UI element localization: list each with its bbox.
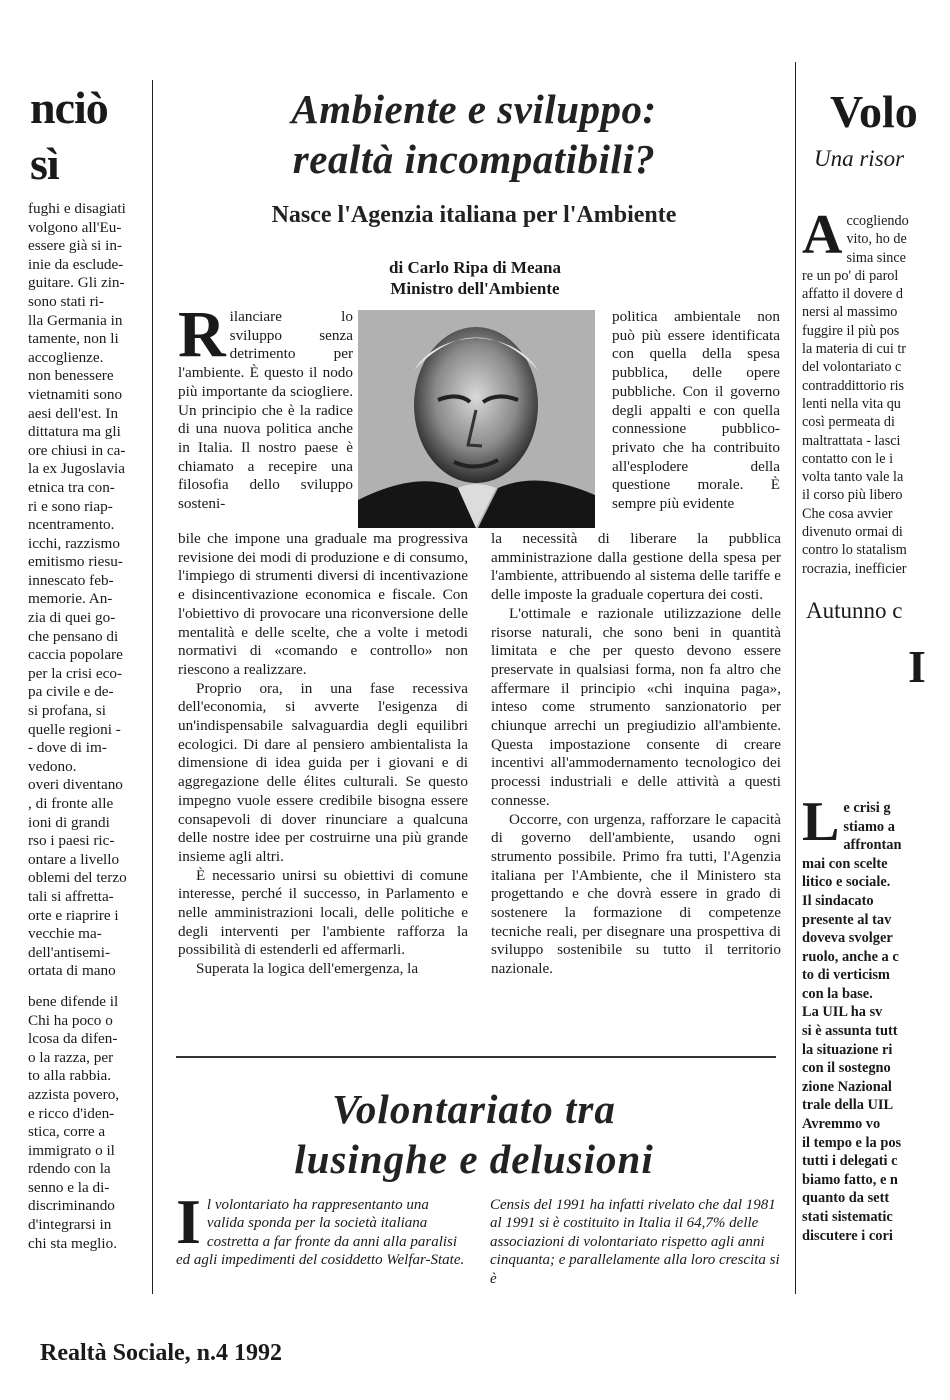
text-line: ri e sono riap-: [28, 497, 113, 515]
text-line: icchi, razzismo: [28, 534, 120, 552]
text-line: discutere i cori: [802, 1227, 893, 1244]
text-line: to alla rabbia.: [28, 1067, 112, 1085]
text-line: - dove di im-: [28, 739, 107, 757]
left-headline: [30, 80, 152, 192]
volontariato-col-b-text: Censis del 1991 ha infatti rivelato che dal 1981 al 1991 si è costituito in Italia il 64,7% delle associazioni di volontariato rispetto agli anni cinquanta; e parallelamente alla loro crescita si è: [490, 1197, 780, 1287]
article-subtitle: Nasce l'Agenzia italiana per l'Ambiente: [271, 202, 677, 228]
right-column-text-2: [802, 790, 923, 1245]
text-line: Chi ha poco o: [28, 1011, 113, 1029]
text-line: caccia popolare: [28, 646, 123, 664]
right-lines-2: [802, 790, 923, 1245]
text-line: quanto da sett: [802, 1190, 890, 1207]
text-line: lla Germania in: [28, 311, 123, 329]
text-line: litico e sociale.: [802, 874, 891, 891]
text-line: il corso più libero: [802, 487, 903, 504]
byline-role: Ministro dell'Ambiente: [390, 279, 560, 298]
text-line: divenuto ormai di: [802, 524, 903, 541]
text-line: la ex Jugoslavia: [28, 460, 126, 478]
right-big-letter: I: [908, 640, 926, 692]
article-column-b: [491, 530, 781, 979]
right-section-heading: Autunno c: [806, 597, 903, 623]
text-line: ncentramento.: [28, 516, 115, 534]
text-line: la materia di cui tr: [802, 341, 906, 358]
text-line: stica, corre a: [28, 1123, 106, 1141]
paragraph: È necessario unirsi su obiettivi di comune interesse, perché il successo, in Parlamento e nelle amministrazioni locali, delle politiche e degli interventi per l'ambiente rafforza la possibilità di estenderli ed affermarli.: [178, 866, 468, 959]
text-line: contatto con le i: [802, 450, 894, 467]
text-line: la situazione ri: [802, 1041, 893, 1058]
text-line: ioni di grandi: [28, 813, 110, 831]
text-line: dell'antisemi-: [28, 943, 111, 961]
main-article: [160, 62, 788, 1294]
text-line: pa civile e de-: [28, 683, 114, 701]
text-line: tali si affretta-: [28, 887, 114, 905]
text-line: to di verticism: [802, 967, 890, 984]
publication-caption: Realtà Sociale, n.4 1992: [40, 1340, 282, 1366]
text-line: stati sistematic: [802, 1209, 893, 1225]
paragraph: L'ottimale e razionale utilizzazione delle risorse naturali, che sono beni in quantità limitata e che per questo devono essere preservate in qualsiasi forma, non fa altro che affermare il principio «chi inquina paga», inteso come strumento sanzionatorio per chiunque arrechi un pregiudizio all'ambiente. Questa impostazione consente di creare incentivi all'ammodernamento tecnologico dei processi industriali e delle attività a questi connesse.: [491, 604, 781, 809]
text-line: affrontan: [843, 837, 902, 854]
text-line: vietnamiti sono: [28, 385, 123, 403]
left-headline-line: nciò: [30, 82, 108, 133]
text-line: Avremmo vo: [802, 1116, 881, 1133]
text-line: [28, 981, 152, 993]
article-title-line1: Ambiente e sviluppo:: [291, 86, 657, 132]
text-line: quelle regioni -: [28, 720, 121, 738]
right-column-text-1: [802, 204, 923, 578]
text-line: azzista povero,: [28, 1085, 120, 1103]
text-line: sono stati ri-: [28, 292, 104, 310]
text-line: d'integrarsi in: [28, 1216, 112, 1234]
text-line: così permeata di: [802, 414, 895, 431]
byline-author: di Carlo Ripa di Meana: [389, 258, 561, 277]
text-line: oblemi del terzo: [28, 869, 127, 887]
text-line: ruolo, anche a c: [802, 948, 899, 965]
article-column-a: [178, 298, 353, 514]
text-line: rocrazia, inefficier: [802, 560, 907, 577]
text-line: immigrato o il: [28, 1141, 115, 1159]
article-column-wide: [178, 530, 468, 979]
text-line: contraddittorio ris: [802, 377, 905, 394]
portrait-image: [358, 310, 595, 528]
text-line: rdendo con la: [28, 1160, 111, 1178]
text-line: sima since: [846, 249, 906, 266]
text-line: nersi al massimo: [802, 304, 898, 321]
article-col-c-text: politica ambientale non può più essere identificata con quella della spesa pubblica, delle opere pubbliche. Con il governo degli appalti e con quella connessione pubblico-privato che ha contribuito all'esplodere della questione morale. È sempre più evidente: [612, 308, 780, 513]
article-title: [160, 84, 788, 184]
text-line: Che cosa avvier: [802, 505, 893, 522]
text-line: ontare a livello: [28, 850, 120, 868]
left-adjacent-article: [28, 80, 153, 1294]
section-divider: [176, 1056, 776, 1058]
volontariato-title: [160, 1084, 788, 1184]
right-dropcap: A: [802, 204, 843, 266]
right-lines-1: [802, 204, 923, 578]
text-line: , di fronte alle: [28, 795, 114, 812]
text-line: si è assunta tutt: [802, 1023, 898, 1040]
text-line: inie da esclude-: [28, 255, 124, 273]
text-line: con la base.: [802, 985, 873, 1002]
text-line: il tempo e la pos: [802, 1134, 902, 1151]
text-line: ccogliendo: [846, 213, 909, 229]
text-line: orte e riaprire i: [28, 906, 119, 924]
text-line: aesi dell'est. In: [28, 404, 119, 422]
article-byline: [300, 257, 650, 299]
text-line: lcosa da difen-: [28, 1030, 118, 1048]
text-line: trale della UIL: [802, 1097, 894, 1114]
text-line: emitismo riesu-: [28, 553, 123, 571]
paragraph: la necessità di liberare la pubblica amministrazione dalla gestione della spesa per l'ambiente, attribuendo al sistema delle tariffe e delle imposte la graduale copertura dei costi.: [491, 530, 781, 604]
volontariato-column-a: [176, 1186, 468, 1270]
left-headline-line: sì: [30, 138, 59, 189]
text-line: fuggire il più pos: [802, 322, 900, 339]
text-line: accoglienze.: [28, 348, 104, 366]
text-line: zia di quei go-: [28, 609, 116, 627]
text-line: volgono all'Eu-: [28, 218, 122, 236]
text-line: del volontariato c: [802, 359, 902, 376]
text-line: tamente, non li: [28, 330, 119, 348]
paragraph: Proprio ora, in una fase recessiva dell'economia, si avverte l'esigenza di un'indispensabile salvaguardia degli equilibri ecologici. Di dare al pensiero ambientalista la dimensione di idea guida per i giovani e di aggregazione delle élites culturali. Se questo impegno vuole essere credibile bisogna essere consapevoli di dover rinunciare a qualcuna delle nostre idee per costruirne una più grande insieme agli altri.: [178, 679, 468, 865]
text-line: vedono.: [28, 757, 77, 775]
text-line: dittatura ma gli: [28, 423, 121, 441]
text-line: fughi e disagiati: [28, 200, 126, 217]
text-line: etnica tra con-: [28, 478, 115, 496]
text-line: essere già si in-: [28, 237, 123, 255]
text-line: overi diventano: [28, 776, 123, 794]
right-headline: Volo: [830, 86, 918, 137]
text-line: con il sostegno: [802, 1060, 891, 1077]
right-dropcap-2: L: [802, 790, 840, 853]
volontariato-title-line1: Volontariato tra: [332, 1086, 616, 1132]
text-line: vecchie ma-: [28, 925, 102, 943]
volontariato-dropcap: I: [176, 1186, 201, 1257]
text-line: maltrattata - lasci: [802, 432, 901, 449]
text-line: Il sindacato: [802, 892, 874, 909]
text-line: memorie. An-: [28, 590, 113, 608]
text-line: volta tanto vale la: [802, 469, 904, 486]
text-line: vito, ho de: [846, 231, 907, 248]
text-line: re un po' di parol: [802, 267, 899, 284]
text-line: guitare. Gli zin-: [28, 274, 125, 292]
text-line: o la razza, per: [28, 1048, 114, 1066]
text-line: discriminando: [28, 1197, 115, 1215]
text-line: affatto il dovere d: [802, 286, 903, 303]
article-dropcap: R: [178, 298, 226, 371]
paragraph: Superata la logica dell'emergenza, la: [196, 960, 419, 978]
text-line: e crisi g: [843, 799, 891, 816]
text-line: presente al tav: [802, 911, 892, 928]
text-line: e ricco d'iden-: [28, 1104, 115, 1122]
volontariato-column-b: [490, 1196, 782, 1288]
text-line: che pensano di: [28, 627, 119, 645]
text-line: contro lo statalism: [802, 542, 907, 559]
text-line: bene difende il: [28, 992, 119, 1010]
text-line: stiamo a: [843, 818, 895, 835]
text-line: tutti i delegati c: [802, 1153, 898, 1170]
text-line: per la crisi eco-: [28, 664, 123, 682]
text-line: chi sta meglio.: [28, 1234, 117, 1252]
text-line: senno e la di-: [28, 1178, 110, 1196]
text-line: ortata di mano: [28, 962, 116, 980]
volontariato-title-line2: lusinghe e delusioni: [294, 1136, 654, 1182]
text-line: si profana, si: [28, 702, 107, 720]
text-line: ore chiusi in ca-: [28, 441, 126, 459]
text-line: doveva svolger: [802, 930, 893, 947]
text-line: La UIL ha sv: [802, 1004, 883, 1021]
text-line: non benessere: [28, 367, 114, 385]
text-line: biamo fatto, e n: [802, 1171, 898, 1188]
text-line: zione Nazional: [802, 1078, 892, 1095]
text-line: lenti nella vita qu: [802, 395, 901, 412]
text-line: rso i paesi ric-: [28, 832, 115, 850]
author-photo: [358, 310, 595, 528]
paragraph: Occorre, con urgenza, rafforzare le capacità di governo dell'ambiente, usando ogni strumento possibile. Primo fra tutti, l'Agenzia italiana per l'Ambiente, che il Ministero sta progettando e che dovrà essere in grado di sostenere la formazione di competenze tecniche reali, per disegnare una prospettiva di sviluppo sostenibile su tutto il territorio nazionale.: [491, 810, 781, 978]
right-subhead: Una risor: [814, 146, 905, 171]
paragraph: bile che impone una graduale ma progressiva revisione dei modi di produzione e di consumo, l'impiego di strumenti diversi di incentivazione e disincentivazione economica e fiscale. Con l'obiettivo di provocare una riconversione delle mentalità e delle scelte, che a volte i metodi normativi di «comando e controllo» non riescono a realizzare.: [178, 530, 468, 678]
text-line: mai con scelte: [802, 855, 888, 872]
left-column-text: [28, 200, 152, 1253]
volontariato-col-a-text: l volontariato ha rappresentanto una valida sponda per la società italiana costretta a far fronte da anni alla paralisi ed agli impedimenti del cosiddetto Welfar-State.: [176, 1197, 465, 1269]
text-line: innescato feb-: [28, 571, 114, 589]
right-adjacent-article: [795, 62, 926, 1294]
article-title-line2: realtà incompatibili?: [292, 136, 656, 182]
article-col-a-text: ilanciare lo sviluppo senza detrimento per l'ambiente. È questo il nodo più importante da sciogliere. Un principio che è la radice di una nuova politica anche in Italia. Il nostro paese è chiamato a recepire una filosofia dello sviluppo sosteni-: [178, 308, 353, 513]
article-column-c: [612, 308, 780, 514]
